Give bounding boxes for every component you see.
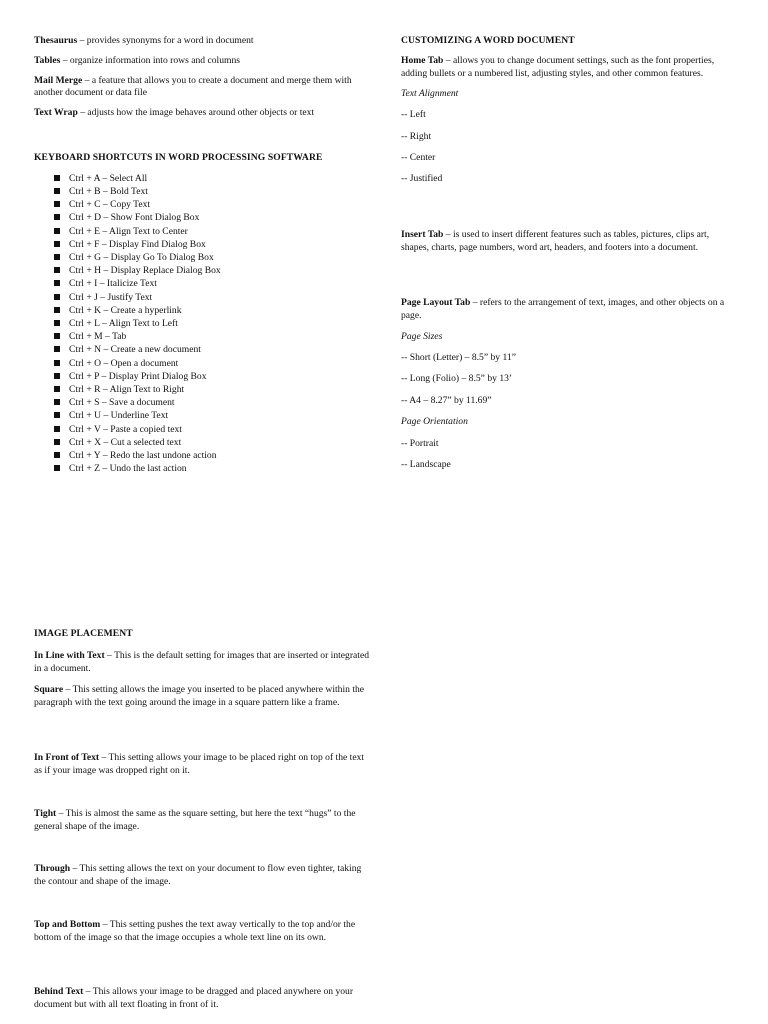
orientation-portrait: -- Portrait [401, 437, 439, 449]
square-bullet-icon [54, 188, 60, 194]
square-bullet-icon [54, 333, 60, 339]
square-bullet-icon [54, 294, 60, 300]
placement-square [34, 684, 370, 710]
shortcut-item [34, 436, 370, 449]
shortcut-list [34, 172, 370, 476]
placement-paragraph: Top and Bottom – This setting pushes the text away vertically to the top and/or the bottom of the image so that the image occupies a whole text line on its own. [34, 919, 356, 943]
shortcut-item [34, 330, 370, 343]
page-sizes-label: Page Sizes [401, 330, 443, 342]
shortcuts-heading: KEYBOARD SHORTCUTS IN WORD PROCESSING SOFTWARE [34, 152, 323, 163]
shortcut-text: Ctrl + A – Select All [69, 172, 148, 184]
square-bullet-icon [54, 280, 60, 286]
placement-through [34, 863, 370, 889]
insert-tab-section [401, 229, 733, 255]
customizing-heading: CUSTOMIZING A WORD DOCUMENT [401, 35, 575, 46]
square-bullet-icon [54, 465, 60, 471]
placement-paragraph: In Front of Text – This setting allows your image to be placed right on top of the text as if your image was dropped right on it. [34, 752, 365, 776]
definition-text-wrap: Text Wrap – adjusts how the image behaves around other objects or text [34, 107, 315, 119]
page-layout-section [401, 297, 733, 472]
placement-paragraph: Square – This setting allows the image you inserted to be placed anywhere within the paragraph with the text going around the image in a square pattern like a frame. [34, 684, 365, 708]
image-placement-heading: IMAGE PLACEMENT [34, 628, 133, 639]
square-bullet-icon [54, 201, 60, 207]
shortcut-text: Ctrl + F – Display Find Dialog Box [69, 238, 206, 250]
placement-paragraph: In Line with Text – This is the default setting for images that are inserted or integrated in a document. [34, 650, 370, 674]
shortcut-item [34, 357, 370, 370]
definition-thesaurus: Thesaurus – provides synonyms for a word in document [34, 35, 254, 46]
shortcut-text: Ctrl + O – Open a document [69, 357, 179, 369]
shortcut-text: Ctrl + P – Display Print Dialog Box [69, 370, 207, 382]
shortcut-text: Ctrl + Y – Redo the last undone action [69, 450, 217, 462]
shortcut-item [34, 304, 370, 317]
square-bullet-icon [54, 228, 60, 234]
placement-behind [34, 986, 370, 1012]
square-bullet-icon [54, 307, 60, 313]
shortcut-text: Ctrl + I – Italicize Text [69, 278, 157, 290]
square-bullet-icon [54, 412, 60, 418]
size-long: -- Long (Folio) – 8.5” by 13’ [401, 373, 513, 385]
shortcut-item [34, 409, 370, 422]
shortcut-text: Ctrl + H – Display Replace Dialog Box [69, 265, 221, 277]
shortcuts-section [34, 152, 370, 475]
shortcut-item [34, 225, 370, 238]
shortcut-item [34, 343, 370, 356]
shortcut-text: Ctrl + L – Align Text to Left [69, 318, 178, 330]
square-bullet-icon [54, 452, 60, 458]
placement-paragraph: Tight – This is almost the same as the square setting, but here the text “hugs” to the general shape of the image. [34, 808, 356, 832]
alignment-left: -- Left [401, 109, 426, 121]
text-alignment-label: Text Alignment [401, 88, 459, 100]
shortcut-text: Ctrl + N – Create a new document [69, 344, 201, 356]
shortcut-item [34, 211, 370, 224]
shortcut-text: Ctrl + M – Tab [69, 331, 127, 343]
shortcut-text: Ctrl + G – Display Go To Dialog Box [69, 252, 214, 264]
customizing-section [401, 35, 733, 186]
shortcut-text: Ctrl + K – Create a hyperlink [69, 304, 182, 316]
shortcut-item [34, 264, 370, 277]
shortcut-text: Ctrl + E – Align Text to Center [69, 225, 188, 237]
alignment-justified: -- Justified [401, 173, 443, 185]
shortcut-text: Ctrl + C – Copy Text [69, 199, 151, 211]
square-bullet-icon [54, 267, 60, 273]
square-bullet-icon [54, 175, 60, 181]
shortcut-item [34, 317, 370, 330]
square-bullet-icon [54, 254, 60, 260]
placement-tight [34, 808, 370, 834]
square-bullet-icon [54, 214, 60, 220]
square-bullet-icon [54, 241, 60, 247]
shortcut-item [34, 251, 370, 264]
shortcut-item [34, 291, 370, 304]
page-layout-paragraph: Page Layout Tab – refers to the arrangement of text, images, and other objects on a page. [401, 297, 725, 321]
alignment-right: -- Right [401, 130, 432, 142]
definition-mail-merge: Mail Merge – a feature that allows you to create a document and merge them with another document or data file [34, 74, 352, 99]
shortcut-text: Ctrl + X – Cut a selected text [69, 436, 182, 448]
square-bullet-icon [54, 439, 60, 445]
definitions-section [34, 35, 370, 120]
square-bullet-icon [54, 386, 60, 392]
square-bullet-icon [54, 320, 60, 326]
shortcut-text: Ctrl + J – Justify Text [69, 291, 153, 303]
shortcut-item [34, 449, 370, 462]
page-orientation-label: Page Orientation [401, 416, 468, 428]
insert-tab-paragraph: Insert Tab – is used to insert different features such as tables, pictures, clips art, shapes, charts, page numbers, word art, headers, and footers into a document. [401, 229, 710, 253]
shortcut-text: Ctrl + Z – Undo the last action [69, 463, 187, 475]
shortcut-item [34, 172, 370, 185]
placement-top-bottom [34, 919, 370, 945]
shortcut-text: Ctrl + S – Save a document [69, 397, 175, 409]
shortcut-item [34, 185, 370, 198]
shortcut-text: Ctrl + U – Underline Text [69, 410, 169, 422]
shortcut-item [34, 396, 370, 409]
shortcut-text: Ctrl + B – Bold Text [69, 186, 148, 197]
alignment-center: -- Center [401, 151, 436, 163]
shortcut-item [34, 198, 370, 211]
size-a4: -- A4 – 8.27” by 11.69” [401, 394, 492, 406]
square-bullet-icon [54, 426, 60, 432]
definition-tables: Tables – organize information into rows and columns [34, 54, 240, 66]
shortcut-item [34, 423, 370, 436]
image-placement-heading-block [34, 628, 370, 641]
square-bullet-icon [54, 360, 60, 366]
placement-in-front [34, 752, 370, 778]
shortcut-item [34, 383, 370, 396]
shortcut-item [34, 462, 370, 475]
home-tab-paragraph: Home Tab – allows you to change document settings, such as the font properties, adding bullets or a numbered list, adjusting styles, and other common features. [401, 54, 715, 79]
placement-inline [34, 650, 370, 676]
shortcut-text: Ctrl + R – Align Text to Right [69, 384, 185, 396]
square-bullet-icon [54, 346, 60, 352]
orientation-landscape: -- Landscape [401, 458, 451, 470]
shortcut-item [34, 238, 370, 251]
shortcut-text: Ctrl + D – Show Font Dialog Box [69, 212, 200, 224]
placement-paragraph: Through – This setting allows the text on your document to flow even tighter, taking the contour and shape of the image. [34, 863, 362, 887]
size-short: -- Short (Letter) – 8.5” by 11” [401, 351, 516, 363]
shortcut-text: Ctrl + V – Paste a copied text [69, 423, 182, 435]
placement-paragraph: Behind Text – This allows your image to be dragged and placed anywhere on your document but with all text floating in front of it. [34, 986, 354, 1010]
shortcut-item [34, 370, 370, 383]
square-bullet-icon [54, 399, 60, 405]
square-bullet-icon [54, 373, 60, 379]
shortcut-item [34, 277, 370, 290]
